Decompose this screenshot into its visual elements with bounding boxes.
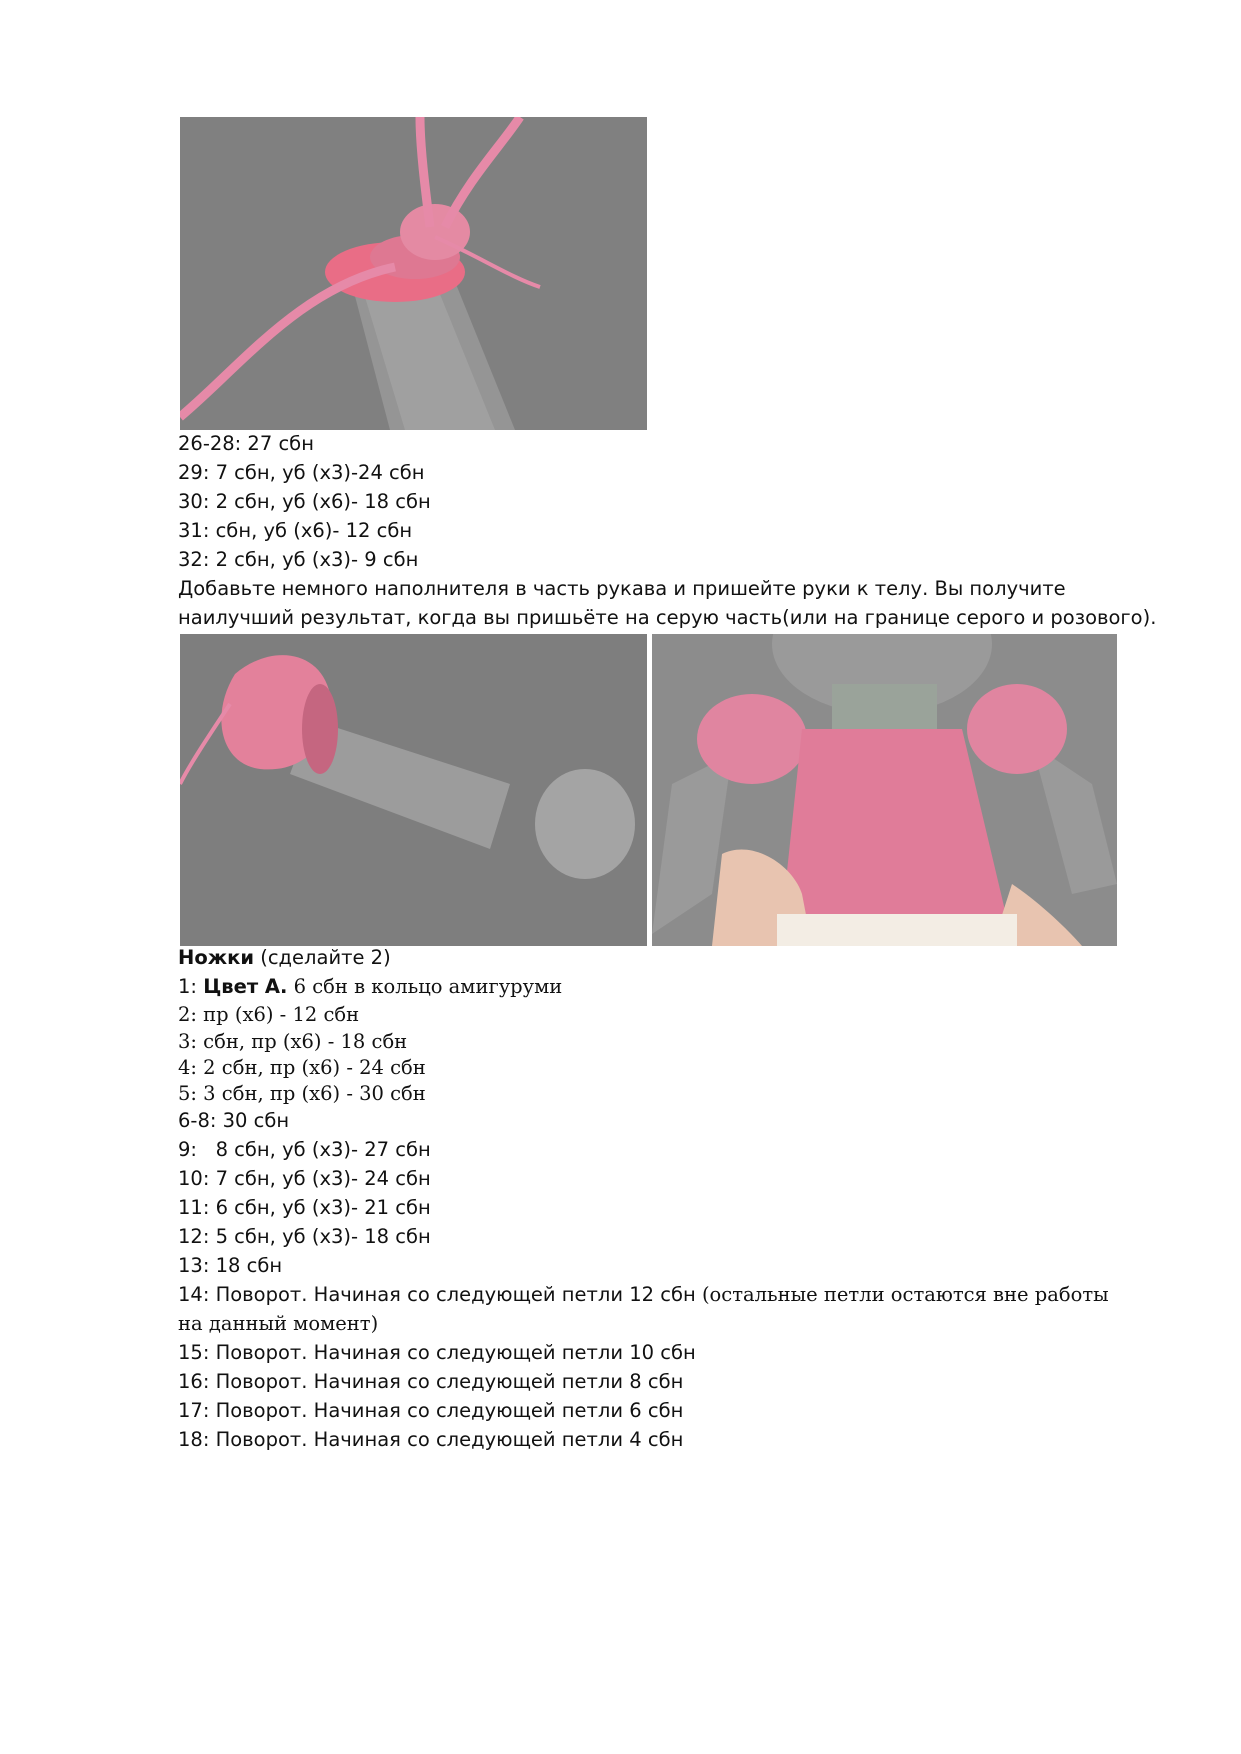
legs-row-15: 15: Поворот. Начиная со следующей петли 10 сбн bbox=[178, 1341, 696, 1364]
legs-row-3: 3: сбн, пр (х6) - 18 сбн bbox=[178, 1030, 408, 1053]
row-26-28: 26-28: 27 сбн bbox=[178, 432, 314, 455]
legs-row-17: 17: Поворот. Начиная со следующей петли 6 сбн bbox=[178, 1399, 684, 1422]
legs-row-1-color: Цвет А. bbox=[203, 975, 288, 998]
row-32: 32: 2 сбн, уб (х3)- 9 сбн bbox=[178, 548, 419, 571]
legs-row-10: 10: 7 сбн, уб (х3)- 24 сбн bbox=[178, 1167, 431, 1190]
legs-row-4: 4: 2 сбн, пр (х6) - 24 сбн bbox=[178, 1056, 426, 1079]
instruction-line-2: наилучший результат, когда вы пришьёте на серую часть(или на границе серого и розового). bbox=[178, 606, 1157, 629]
legs-row-5: 5: 3 сбн, пр (х6) - 30 сбн bbox=[178, 1082, 426, 1105]
photo-doll-body bbox=[652, 634, 1117, 946]
legs-title: Ножки bbox=[178, 946, 255, 969]
legs-row-18: 18: Поворот. Начиная со следующей петли 4 сбн bbox=[178, 1428, 684, 1451]
photo-finished-arm bbox=[180, 634, 647, 946]
legs-row-14 bbox=[178, 1280, 1109, 1309]
legs-row-14-note: (остальные петли остаются вне работы bbox=[695, 1283, 1109, 1306]
legs-row-6-8: 6-8: 30 сбн bbox=[178, 1109, 290, 1132]
legs-row-1-rest: 6 сбн в кольцо амигуруми bbox=[287, 975, 563, 998]
legs-row-11: 11: 6 сбн, уб (х3)- 21 сбн bbox=[178, 1196, 431, 1219]
legs-row-14-continued: на данный момент) bbox=[178, 1312, 379, 1335]
legs-row-2: 2: пр (х6) - 12 сбн bbox=[178, 1003, 360, 1026]
row-31: 31: сбн, уб (х6)- 12 сбн bbox=[178, 519, 413, 542]
row-30: 30: 2 сбн, уб (х6)- 18 сбн bbox=[178, 490, 431, 513]
legs-row-9: 9: 8 сбн, уб (х3)- 27 сбн bbox=[178, 1138, 431, 1161]
legs-row-13: 13: 18 сбн bbox=[178, 1254, 283, 1277]
row-29: 29: 7 сбн, уб (х3)-24 сбн bbox=[178, 461, 425, 484]
legs-row-1 bbox=[178, 972, 562, 1001]
legs-row-16: 16: Поворот. Начиная со следующей петли 8 сбн bbox=[178, 1370, 684, 1393]
legs-heading bbox=[178, 943, 391, 972]
photo-arm-sleeve-start bbox=[180, 117, 647, 430]
legs-row-1-prefix: 1: bbox=[178, 975, 204, 998]
legs-title-note: (сделайте 2) bbox=[254, 946, 391, 969]
instruction-line-1: Добавьте немного наполнителя в часть рукава и пришейте руки к телу. Вы получите bbox=[178, 577, 1066, 600]
legs-row-12: 12: 5 сбн, уб (х3)- 18 сбн bbox=[178, 1225, 431, 1248]
legs-row-14-main: 14: Поворот. Начиная со следующей петли 12 сбн bbox=[178, 1283, 696, 1306]
